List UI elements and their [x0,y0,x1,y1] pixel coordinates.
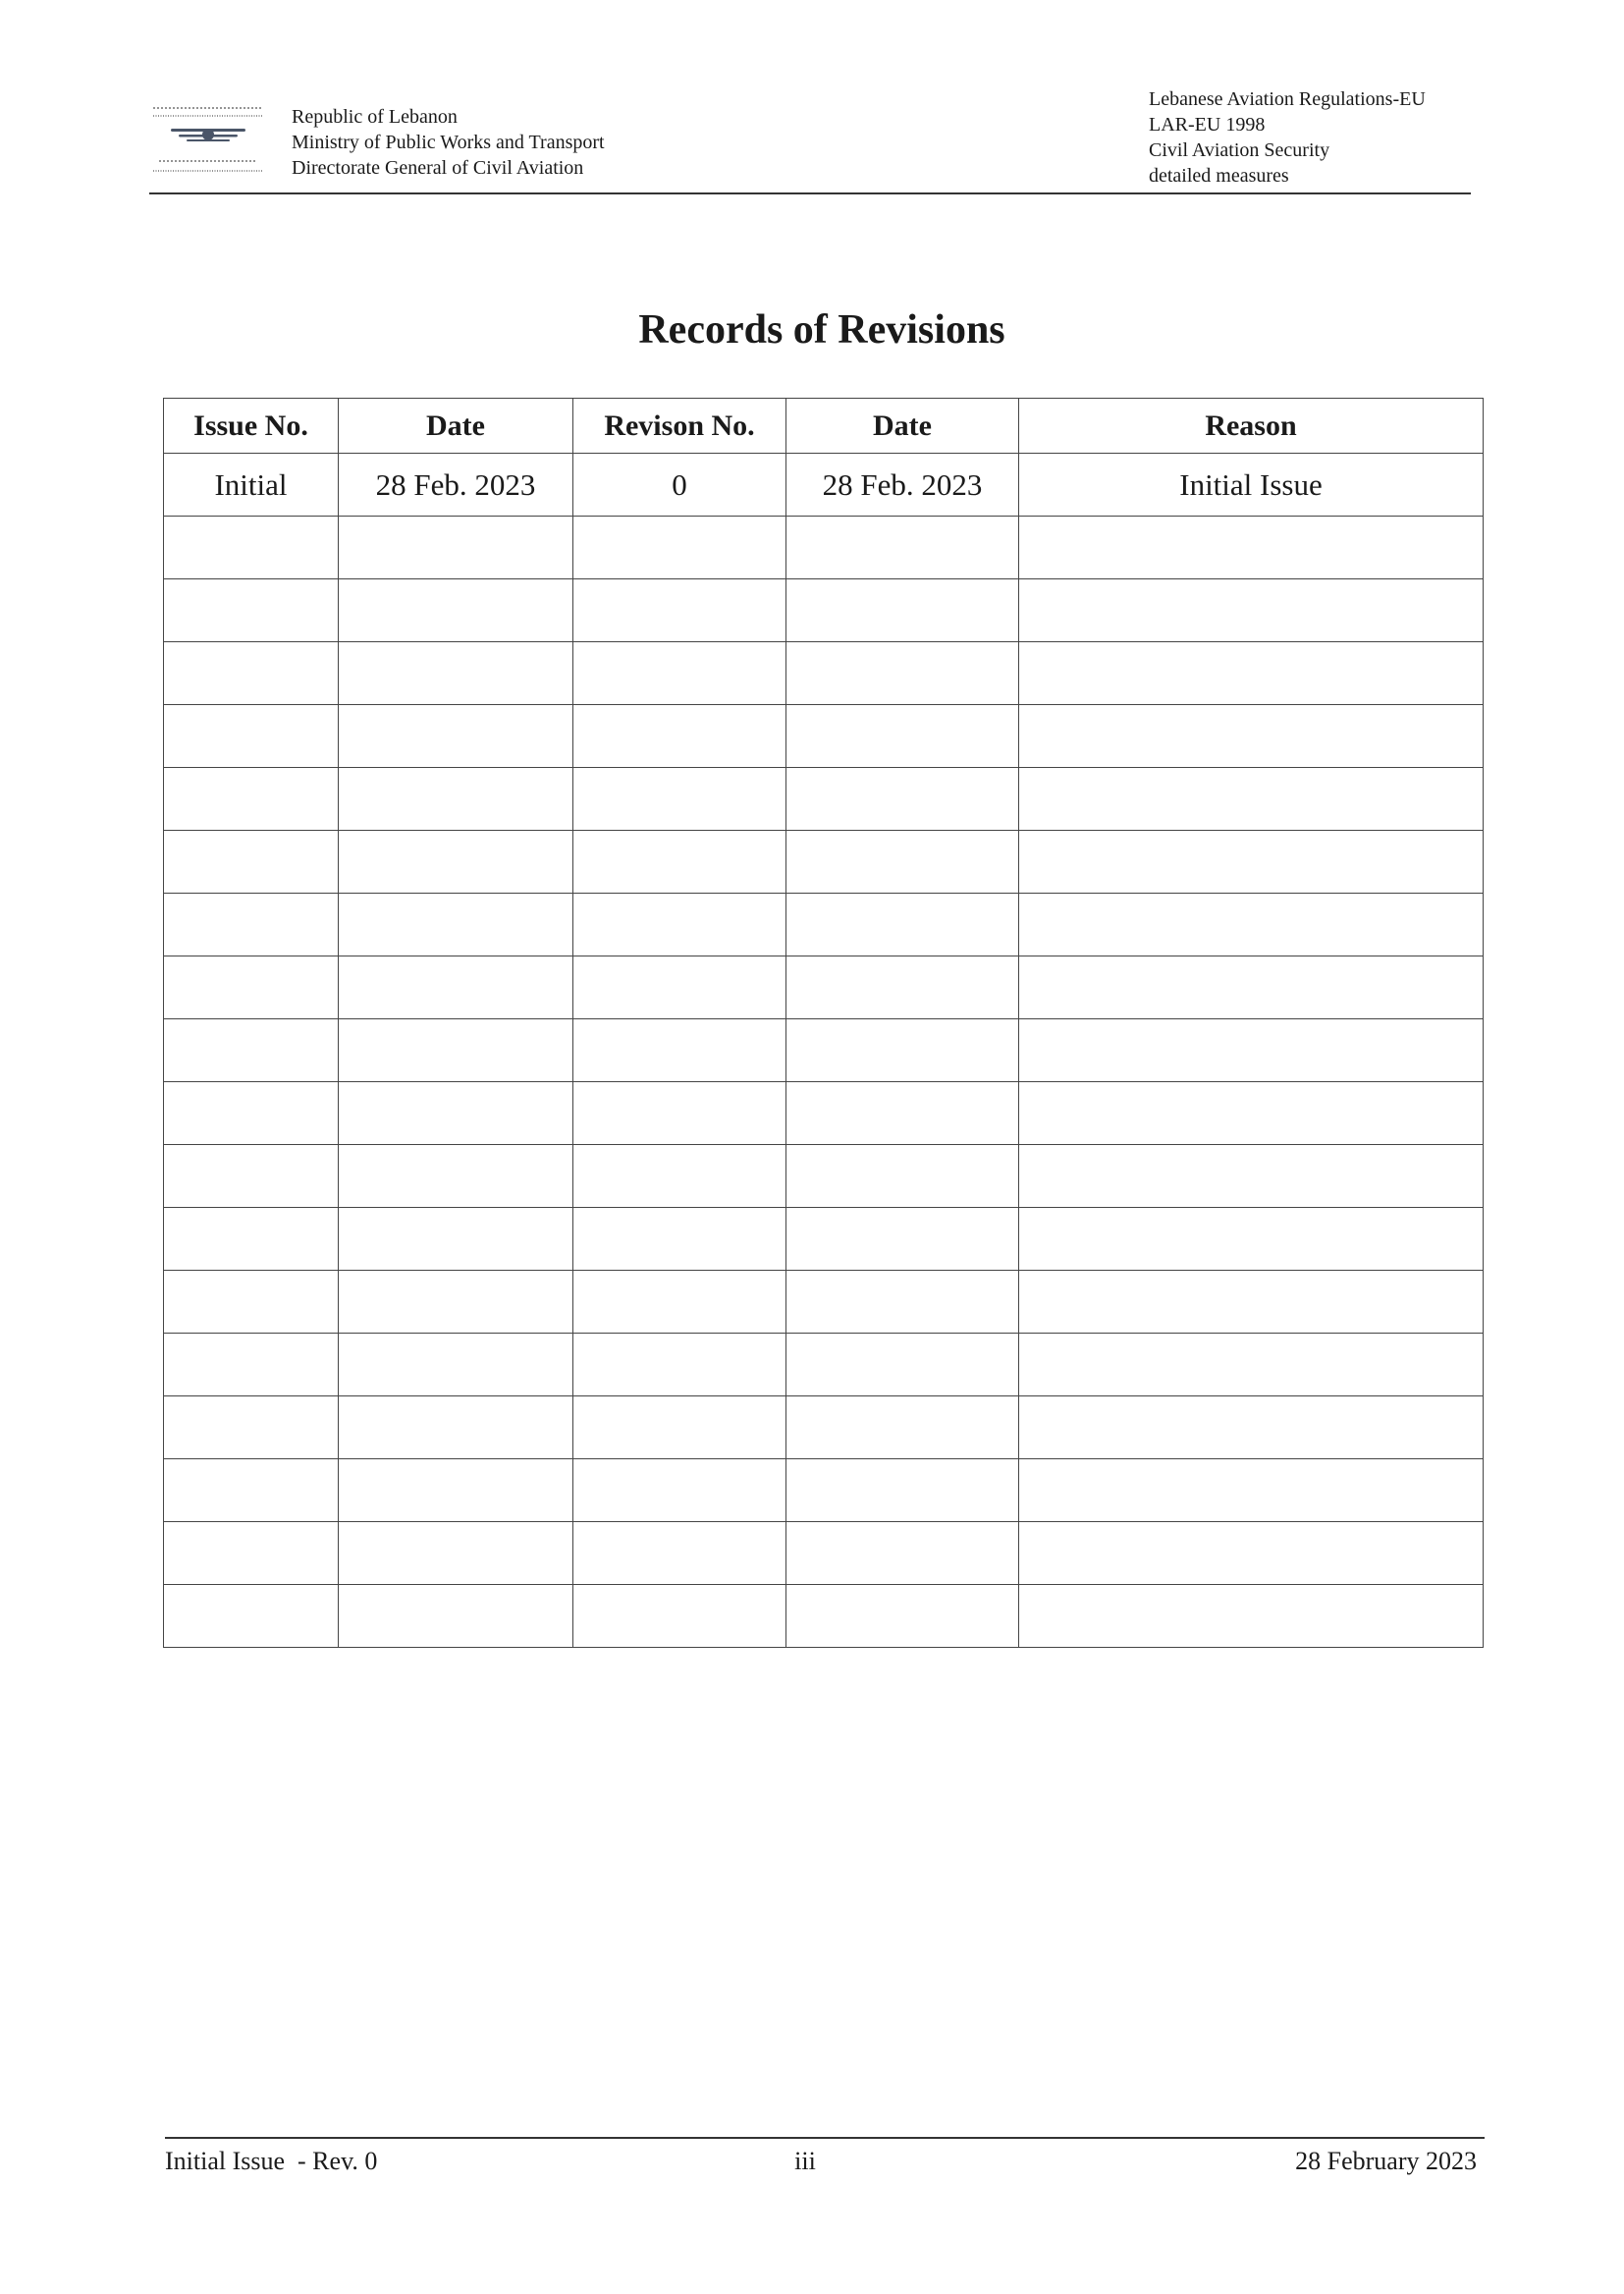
table-cell [339,1585,573,1648]
table-cell [786,1334,1019,1396]
org-line-directorate: Directorate General of Civil Aviation [292,157,584,179]
table-cell [1019,894,1484,956]
table-cell [1019,1522,1484,1585]
revisions-table [163,398,1484,1648]
column-header-revision-date: Date [786,399,1019,454]
table-cell [1019,1271,1484,1334]
table-cell [786,1208,1019,1271]
table-cell [339,768,573,831]
table-cell [164,517,339,579]
table-row [164,1459,1484,1522]
table-cell [1019,1208,1484,1271]
table-row [164,642,1484,705]
org-lines [292,104,605,181]
table-cell [573,579,786,642]
table-cell [786,1019,1019,1082]
table-cell [339,1271,573,1334]
footer-date: 28 February 2023 [1295,2147,1477,2175]
table-cell [573,642,786,705]
table-cell [573,1019,786,1082]
table-cell [573,1585,786,1648]
table-cell [573,956,786,1019]
table-cell [573,1396,786,1459]
table-row [164,768,1484,831]
table-cell [164,956,339,1019]
table-cell [786,956,1019,1019]
table-cell [573,1459,786,1522]
table-cell [339,1208,573,1271]
table-cell [1019,956,1484,1019]
table-cell [339,1522,573,1585]
table-row [164,1585,1484,1648]
table-cell: 0 [573,454,786,517]
table-cell [786,1522,1019,1585]
doc-line-code: LAR-EU 1998 [1149,114,1266,136]
table-cell [573,517,786,579]
column-header-issue-no: Issue No. [164,399,339,454]
table-cell [573,1334,786,1396]
table-cell [164,768,339,831]
header-right [1149,86,1426,189]
footer-page-number: iii [794,2147,816,2175]
table-cell [339,1082,573,1145]
footer-issue-rev: Initial Issue - Rev. 0 [165,2147,378,2175]
column-header-reason: Reason [1019,399,1484,454]
table-cell [164,1271,339,1334]
table-cell [339,1019,573,1082]
table-cell [339,642,573,705]
doc-line-detail: detailed measures [1149,165,1289,187]
table-cell: 28 Feb. 2023 [339,454,573,517]
table-cell [1019,1396,1484,1459]
table-row [164,1271,1484,1334]
table-cell [786,1585,1019,1648]
table-cell [1019,579,1484,642]
table-cell [786,1271,1019,1334]
table-row [164,831,1484,894]
table-row [164,705,1484,768]
table-cell [573,1271,786,1334]
footer-divider [165,2137,1485,2139]
table-cell [573,1208,786,1271]
table-cell [339,1396,573,1459]
table-cell [1019,1145,1484,1208]
table-cell [573,705,786,768]
table-cell [164,705,339,768]
table-cell [164,831,339,894]
table-header-row [164,399,1484,454]
table-cell [339,517,573,579]
table-row [164,1019,1484,1082]
table-cell [164,579,339,642]
table-cell [339,705,573,768]
dgca-logo [149,98,267,179]
table-cell [786,1459,1019,1522]
table-cell [1019,517,1484,579]
table-row [164,1522,1484,1585]
table-row [164,517,1484,579]
table-cell [339,1334,573,1396]
table-cell [164,1019,339,1082]
header-left [149,94,660,185]
table-cell [573,894,786,956]
table-cell [786,768,1019,831]
table-cell [573,831,786,894]
table-cell [164,1334,339,1396]
page-title: Records of Revisions [638,307,1005,353]
table-cell [573,1145,786,1208]
table-cell [786,705,1019,768]
table-cell [1019,1019,1484,1082]
org-line-country: Republic of Lebanon [292,106,458,128]
table-cell [1019,831,1484,894]
table-row [164,454,1484,517]
table-cell [164,1459,339,1522]
table-cell [339,894,573,956]
table-cell [164,894,339,956]
table-cell: 28 Feb. 2023 [786,454,1019,517]
table-cell [164,642,339,705]
table-cell [786,579,1019,642]
table-cell: Initial [164,454,339,517]
header-divider [149,192,1471,194]
table-row [164,956,1484,1019]
table-body [164,454,1484,1648]
table-cell [1019,1082,1484,1145]
table-cell [1019,768,1484,831]
table-cell [1019,1585,1484,1648]
table-cell [164,1396,339,1459]
table-row [164,1396,1484,1459]
column-header-revision-no: Revison No. [573,399,786,454]
table-cell [339,579,573,642]
table-row [164,1334,1484,1396]
table-cell [1019,1334,1484,1396]
table-cell [339,1459,573,1522]
table-row [164,894,1484,956]
table-cell [164,1082,339,1145]
table-cell [1019,642,1484,705]
table-cell [786,517,1019,579]
table-cell [339,1145,573,1208]
doc-line-regulations: Lebanese Aviation Regulations-EU [1149,88,1426,110]
table-row [164,1082,1484,1145]
table-cell [164,1522,339,1585]
table-cell [573,1082,786,1145]
table-cell [339,956,573,1019]
table-cell [786,1082,1019,1145]
table-cell [339,831,573,894]
table-row [164,1208,1484,1271]
table-cell [164,1145,339,1208]
table-cell [786,831,1019,894]
table-cell [164,1208,339,1271]
table-row [164,579,1484,642]
table-cell [1019,705,1484,768]
table-cell [786,1145,1019,1208]
table-cell [1019,1459,1484,1522]
table-cell [786,642,1019,705]
table-cell [573,768,786,831]
table-cell [786,1396,1019,1459]
column-header-issue-date: Date [339,399,573,454]
table-cell [573,1522,786,1585]
table-cell: Initial Issue [1019,454,1484,517]
doc-line-subject: Civil Aviation Security [1149,139,1330,161]
org-line-ministry: Ministry of Public Works and Transport [292,132,605,153]
table-cell [786,894,1019,956]
table-row [164,1145,1484,1208]
table-cell [164,1585,339,1648]
